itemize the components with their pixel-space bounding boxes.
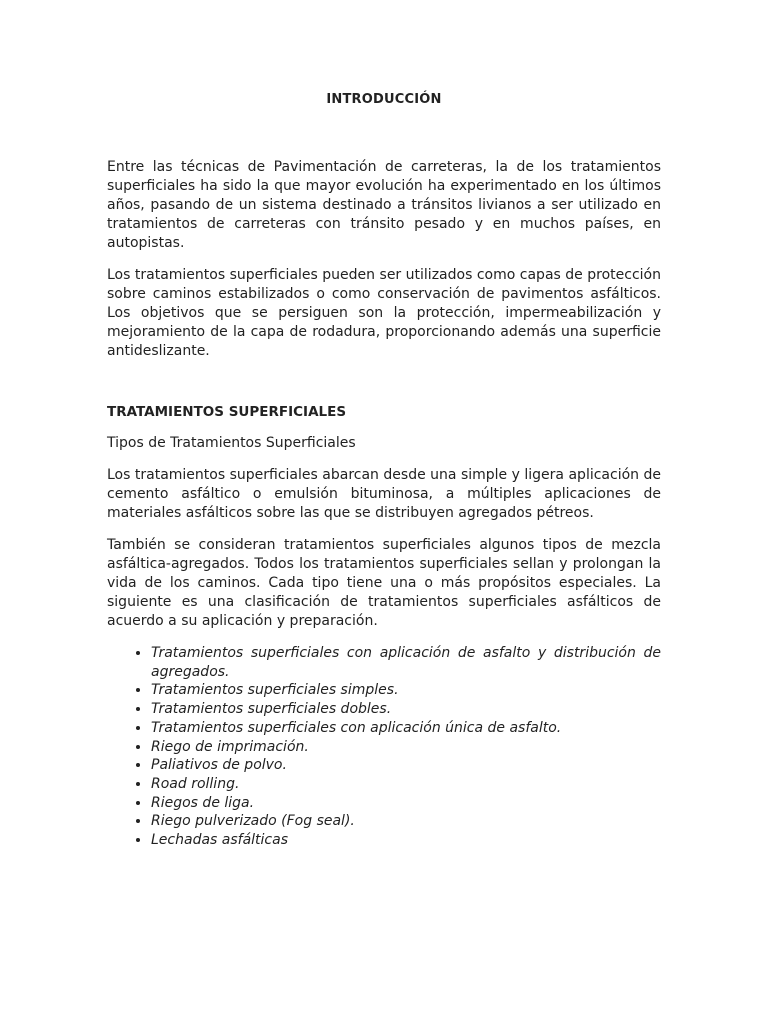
list-item: • Riego pulverizado (Fog seal).	[151, 812, 661, 831]
section-paragraph-1: Los tratamientos superficiales abarcan desde una simple y ligera aplicación de cemento asfáltico o emulsión bituminosa, a múltiples aplicaciones de materiales asfálticos sobre las que se distribuyen agregados pétreos.	[107, 467, 661, 521]
list-item: • Tratamientos superficiales simples.	[151, 681, 661, 700]
list-item: • Paliativos de polvo.	[151, 756, 661, 775]
list-item: • Riegos de liga.	[151, 794, 661, 813]
list-item: • Tratamientos superficiales dobles.	[151, 700, 661, 719]
section-heading: TRATAMIENTOS SUPERFICIALES	[107, 404, 347, 420]
list-item: • Riego de imprimación.	[151, 738, 661, 757]
document-title: INTRODUCCIÓN	[326, 92, 442, 107]
section-paragraph-2: También se consideran tratamientos superficiales algunos tipos de mezcla asfáltica-agregados. Todos los tratamientos superficiales sellan y prolongan la vida de los caminos. Cada tipo tiene una o más propósitos especiales. La siguiente es una clasificación de tratamientos superficiales asfálticos de acuerdo a su aplicación y preparación.	[107, 537, 661, 629]
list-item: • Road rolling.	[151, 775, 661, 794]
list-item: • Tratamientos superficiales con aplicación de asfalto y distribución de agregados.	[151, 644, 661, 681]
section-subheading: Tipos de Tratamientos Superficiales	[107, 435, 356, 451]
list-item: • Tratamientos superficiales con aplicación única de asfalto.	[151, 719, 661, 738]
intro-paragraph-1: Entre las técnicas de Pavimentación de carreteras, la de los tratamientos superficiales ha sido la que mayor evolución ha experimentado en los últimos años, pasando de un sistema destinado a tránsitos livianos a ser utilizado en tratamientos de carreteras con tránsito pesado y en muchos países, en autopistas.	[107, 159, 661, 251]
treatment-list	[107, 644, 661, 850]
list-item: • Lechadas asfálticas	[151, 831, 661, 850]
intro-paragraph-2: Los tratamientos superficiales pueden ser utilizados como capas de protección sobre caminos estabilizados o como conservación de pavimentos asfálticos. Los objetivos que se persiguen son la protección, impermeabilización y mejoramiento de la capa de rodadura, proporcionando además una superficie antideslizante.	[107, 267, 661, 359]
